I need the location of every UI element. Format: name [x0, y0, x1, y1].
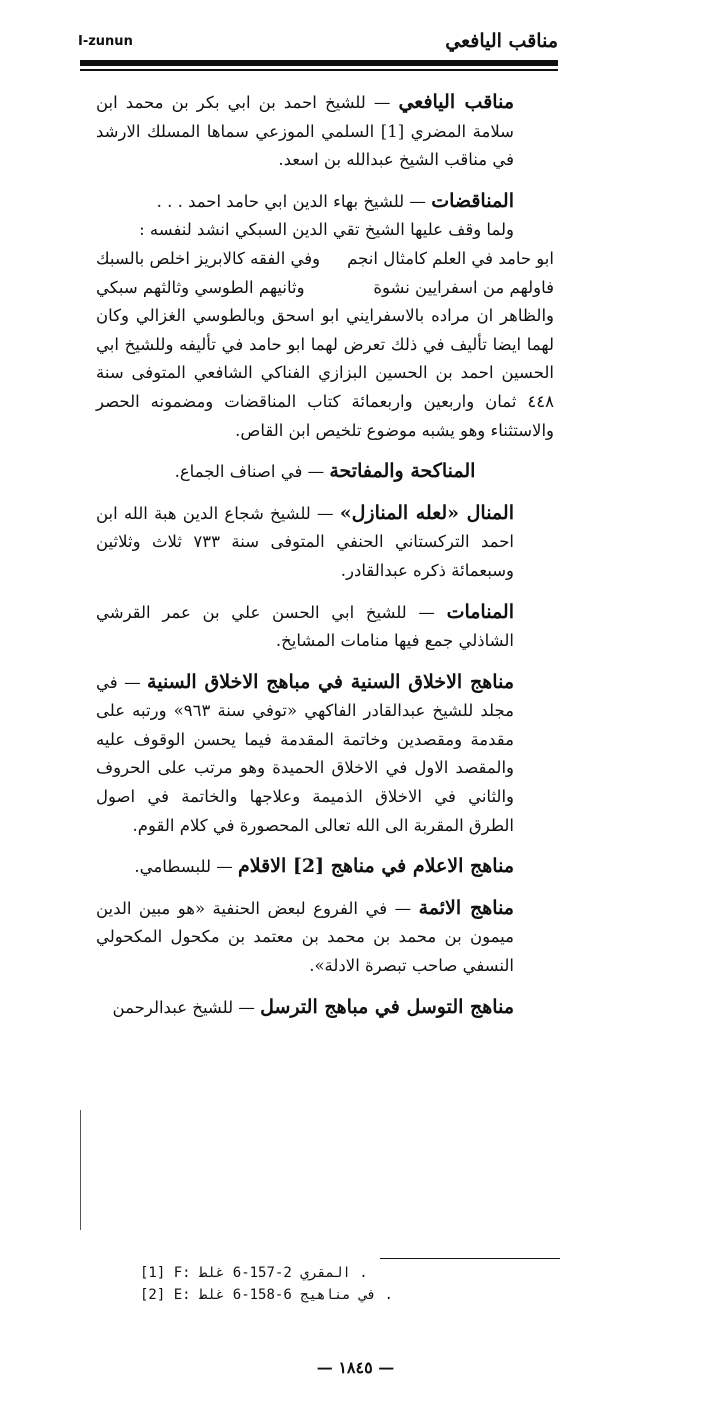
- column-marker: I-zunun: [78, 34, 133, 49]
- footnotes: [140, 1262, 560, 1306]
- header-rule-thin: [80, 69, 558, 71]
- verse-hemistich: وفي الفقه كالابريز اخلص بالسبك: [96, 248, 321, 268]
- entry-manahij-al-aimma: [96, 894, 554, 981]
- entry-manahij-al-tawassul: [96, 993, 554, 1023]
- running-header: [78, 30, 558, 60]
- entry-al-manal: [96, 499, 554, 586]
- header-title: مناقب اليافعي: [445, 30, 558, 52]
- footnote-note: غلط .: [199, 1265, 368, 1281]
- header-rule-thick: [80, 60, 558, 66]
- entry-al-munakaha: [96, 457, 554, 487]
- entry-headword: المنامات: [446, 600, 514, 623]
- entry-text: — في الفروع لبعض الحنفية «هو مبين الدين ميمون بن محمد بن محمد بن معتمد بن مكحول المكحولي النسفي صاحب تبصرة الادلة».: [96, 898, 514, 976]
- entry-al-manamat: [96, 598, 554, 656]
- footnote-ref: [2] E:: [140, 1287, 191, 1303]
- footnote-note: غلط .: [199, 1287, 393, 1303]
- entry-text: — للشيخ احمد بن ابي بكر بن محمد ابن سلامة المضري [1] السلمي الموزعي سماها المسلك الارشد في مناقب الشيخ عبدالله بن اسعد.: [96, 93, 515, 170]
- footnote-rule: [380, 1258, 560, 1259]
- verse-hemistich: وثانيهم الطوسي وثالثهم سبكي: [96, 277, 305, 297]
- entry-text: — للشيخ بهاء الدين ابي حامد احمد . . .: [156, 191, 432, 211]
- entry-headword: مناهج الائمة: [418, 896, 514, 919]
- entry-text: والظاهر ان مراده بالاسفرايني ابو اسحق وبالطوسي الغزالي وكان لهما ايضا تأليف في ذلك تعرض لهما ابو حامد في تأليفه وللشيخ ابي الحسين احمد بن الحسين البزازي الفناكي الشافعي المتوفى سنة ٤٤٨ ثمان واربعين واربعمائة كتاب المناقضات ومضمونه الحصر والاستثناء وهو يشبه موضوع تلخيص ابن القاص.: [96, 306, 554, 440]
- entry-headword: مناهج الاخلاق السنية في مباهج الاخلاق السنية: [147, 670, 514, 693]
- footnote-arabic: المقري: [300, 1265, 351, 1281]
- entry-text: — للبسطامي.: [134, 857, 238, 877]
- entry-headword: مناقب اليافعي: [398, 91, 514, 113]
- entry-manahij-al-alam: [96, 852, 554, 882]
- dictionary-body: [96, 88, 554, 1034]
- entry-text: — في اصناف الجماع.: [174, 462, 330, 482]
- entry-headword: مناهج التوسل في مباهج الترسل: [260, 995, 514, 1018]
- footnote-2: [140, 1284, 560, 1306]
- margin-mark: [80, 1110, 81, 1230]
- entry-manahij-al-akhlaq: [96, 668, 554, 841]
- entry-line: ولما وقف عليها الشيخ تقي الدين السبكي انشد لنفسه :: [139, 220, 514, 240]
- entry-headword: مناهج الاعلام في مناهج [2] الاقلام: [237, 855, 514, 878]
- entry-text: — للشيخ شجاع الدين هبة الله ابن احمد التركستاني الحنفي المتوفى سنة ٧٣٣ ثلاث وثلاثين وسبعمائة ذكره عبدالقادر.: [96, 503, 514, 580]
- footnote-1: [140, 1262, 560, 1284]
- entry-headword: المناكحة والمفاتحة: [329, 460, 476, 483]
- entry-text: — للشيخ عبدالرحمن: [112, 997, 261, 1017]
- page-number: — ١٨٤٥ —: [316, 1358, 395, 1377]
- verse-hemistich: فاولهم من اسفرايين نشوة: [373, 277, 554, 297]
- footnote-loc: 2-157-6: [232, 1265, 292, 1281]
- entry-headword: المناقضات: [431, 189, 514, 212]
- entry-manaqib-al-yafii: [96, 88, 554, 175]
- footnote-loc: 6-158-6: [232, 1287, 292, 1303]
- verse-hemistich: ابو حامد في العلم كامثال انجم: [347, 248, 554, 268]
- entry-al-munaqadat: [96, 187, 554, 445]
- footnote-ref: [1] F:: [140, 1265, 191, 1281]
- footnote-arabic: في مناهيج: [300, 1287, 377, 1303]
- verse-line: [96, 274, 554, 303]
- entry-text: — للشيخ ابي الحسن علي بن عمر القرشي الشاذلي جمع فيها منامات المشايخ.: [96, 602, 514, 651]
- entry-text: — في مجلد للشيخ عبدالقادر الفاكهي «توفي سنة ٩٦٣» ورتبه على مقدمة ومقصدين وخاتمة المقدمة فيما يحسن الوقوف عليه والمقصد الاول في الاخلاق الحميدة وهو مرتب على الحروف والثاني في الاخلاق الذميمة وعلاجها والخاتمة في اصول الطرق المقربة الى الله تعالى المحصورة في كلام القوم.: [96, 672, 514, 835]
- entry-headword: المنال «لعله المنازل»: [339, 501, 514, 524]
- verse-line: [96, 245, 554, 274]
